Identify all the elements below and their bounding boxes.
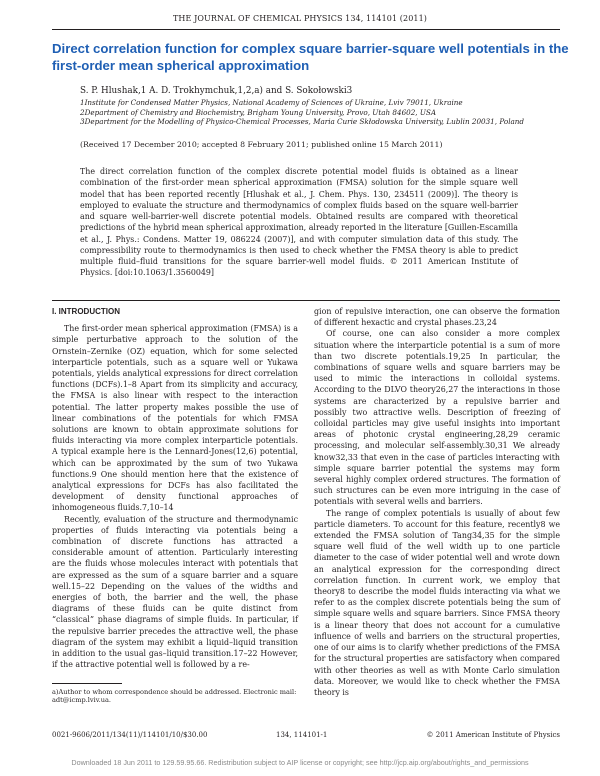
affiliation: 3Department for the Modelling of Physico-Chemical Processes, Maria Curie Skłodowska University, Lublin 20031, Poland (80, 117, 525, 126)
author-list: S. P. Hlushak,1 A. D. Trokhymchuk,1,2,a) and S. Sokołowski3 (80, 86, 353, 96)
paragraph: gion of repulsive interaction, one can observe the formation of different hexactic and crystal phases.23,24 (314, 307, 560, 328)
footer-issn: 0021-9606/2011/134(11)/114101/10/$30.00 (52, 731, 208, 739)
footer-page-number: 134, 114101-1 (276, 731, 328, 739)
footnote: a)Author to whom correspondence should be addressed. Electronic mail: adt@icmp.lviv.ua. (52, 688, 297, 705)
paragraph: Of course, one can also consider a more complex situation where the interparticle potential is a sum of more than two discrete potentials.19,25 In particular, the combinations of square wells and square barriers may be used to mimic the interactions in colloidal systems. According to the DLVO theory26,27 the interactions in those systems are characterized by a repulsive barrier and possibly two attractive wells. Description of freezing of colloidal particles may give useful insights into important areas of photonic crystal engineering,28,29 ceramic processing, and molecular self-assembly.30,31 We already know32,33 that even in the case of particles interacting with simple square barrier potential the systems may form several highly complex ordered structures. The formation of such structures can be even more intriguing in the case of potentials with several wells and barriers. (314, 329, 560, 507)
affiliation: 1Institute for Condensed Matter Physics, National Academy of Sciences of Ukraine, Lviv 79011, Ukraine (80, 98, 463, 107)
left-column (52, 306, 298, 671)
footer-copyright: © 2011 American Institute of Physics (426, 731, 560, 739)
page-footer (52, 731, 560, 741)
abstract: The direct correlation function of the complex discrete potential model fluids is obtained as a linear combination of the first-order mean spherical approximation (FMSA) solution for the simple square well model that has been reported recently [Hlushak et al., J. Chem. Phys. 130, 234511 (2009)]. The theory is employed to evaluate the structure and thermodynamics of complex fluids based on the square well-barrier and square well-barrier-well discrete potential models. Obtained results are compared with theoretical predictions of the hybrid mean spherical approximation, already reported in the literature [Guillen-Escamilla et al., J. Phys.: Condens. Matter 19, 086224 (2007)], and with computer simulation data of this study. The compressibility route to thermodynamics is then used to check whether the FMSA theory is able to predict multiple fluid–fluid transitions for the square barrier-well model fluids. © 2011 American Institute of Physics. [doi:10.1063/1.3560049] (80, 167, 518, 278)
affiliations (80, 98, 550, 127)
running-head: THE JOURNAL OF CHEMICAL PHYSICS 134, 114101 (2011) (172, 14, 428, 23)
affiliation: 2Department of Chemistry and Biochemistry, Brigham Young University, Provo, Utah 84602, USA (80, 107, 437, 117)
header-rule (52, 29, 560, 30)
paragraph: Recently, evaluation of the structure and thermodynamic properties of fluids interacting via potentials being a combination of discrete functions has attracted a considerable amount of attention. Particularly interesting are the fluids whose molecules interact with potentials that are expressed as the sum of a square barrier and a square well.15–22 Depending on the values of the widths and energies of both, the barrier and the well, the phase diagrams of these fluids can be quite distinct from “classical” phase diagrams of simple fluids. In particular, if the repulsive barrier precedes the attractive well, the phase diagram of the system may exhibit a liquid–liquid transition in addition to the usual gas–liquid transition.17–22 However, if the attractive potential well is followed by a re- (52, 514, 298, 670)
received-dates: (Received 17 December 2010; accepted 8 February 2011; published online 15 March 2011) (80, 140, 443, 149)
paragraph: The range of complex potentials is usually of about few particle diameters. To account for this feature, recently8 we extended the FMSA solution of Tang34,35 for the simple square well fluid of the well width up to one particle diameter to the case of wider potential well and wrote down an analytical expression for the corresponding direct correlation function. In current work, we employ that theory8 to describe the model fluids interacting via what we refer to as the complex discrete potentials being the sum of simple square wells and square barriers. Since FMSA theory is a linear theory that does not account for a cumulative influence of wells and barriers on the structural properties, one of our aims is to clarify whether predictions of the FMSA for the structural properties are satisfactory when compared with other theories as well as with Monte Carlo simulation data. Moreover, we would like to check whether the FMSA theory is (314, 508, 560, 697)
abstract-rule (52, 300, 560, 301)
right-column (314, 306, 560, 698)
section-heading: I. INTRODUCTION (52, 307, 120, 316)
footnote-rule (52, 683, 122, 684)
paragraph: The first-order mean spherical approximation (FMSA) is a simple perturbative approach to the solution of the Ornstein–Zernike (OZ) equation, which for some selected interparticle potentials, such as a square well or Yukawa potentials, yields analytical expressions for direct correlation functions (DCFs).1–8 Apart from its simplicity and accuracy, the FMSA is also linear with respect to the interaction potential. The latter property makes possible the use of linear combinations of the potentials for which FMSA solutions are known to obtain approximate solutions for fluids interacting via more complex interparticle potentials. A typical example here is the Lennard-Jones(12,6) potential, which can be approximated by the sum of two Yukawa functions.9 One should mention here that the existence of analytical expressions for DCFs has also facilitated the development of density functional approaches of inhomogeneous fluids.7,10–14 (52, 324, 298, 513)
paper-title: Direct correlation function for complex square barrier-square well potentials in the first-order mean spherical approximation (52, 41, 569, 73)
download-notice[interactable]: Downloaded 18 Jun 2011 to 129.59.95.66. Redistribution subject to AIP license or copyright; see http://jcp.aip.org/about/rights_and_permissions (71, 758, 529, 767)
